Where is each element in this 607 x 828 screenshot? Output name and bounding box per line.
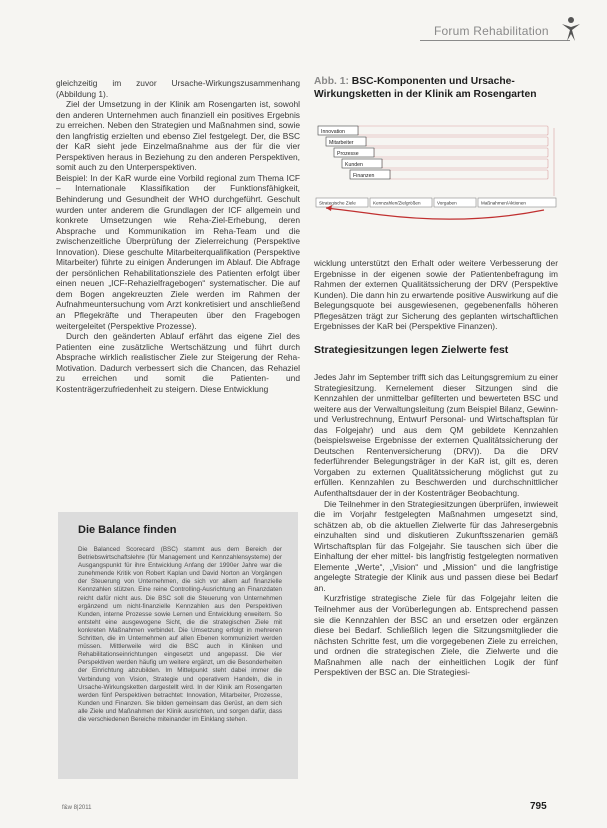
- paragraph: Jedes Jahr im September trifft sich das Leitungsgremium zu einer Strategiesitzung. Kernelement dieser Sitzungen sind die Kennzahlen der unmittelbar gefilterten und bewerteten BSC und weitere aus der Verwaltungsleitung (zum Beispiel Bilanz, Gewinn- und Verlustrechnung, Entwurf Personal- und Wirtschaftsplan für das Folgejahr) und aus dem QM gebildete Kennzahlen (beispielsweise Ergebnisse der externen Qualitätssicherung der Deutschen Rentenversicherung (DRV)). Da die DRV federführender Belegungsträger in der KaR ist, gilt es, deren Vorgaben zu externen Qualitätssicherung möglichst gut zu erfüllen. Kennzahlen zu Beschwerden und durchschnittlicher Aufenthaltsdauer der in der Kostenträger Beobachtung.: [314, 372, 558, 499]
- right-column-bottom: [314, 372, 558, 678]
- component-label: Kennzahlen/Zielgrößen: [373, 200, 421, 206]
- header-rule: [420, 40, 570, 41]
- paragraph: Durch den geänderten Ablauf erfährt das eigene Ziel des Patienten eine zusätzliche Wertschätzung und führt durch Absprache wirklich realistischer Ziele zur Steigerung der Reha-Motivation. Dadurch verbessert sich die Chancen, das Rehaziel zu erreichen und somit die Patienten- und Kostenträgerzufriedenheit zu steigern. Diese Entwicklung: [56, 331, 300, 394]
- section-title: Forum Rehabilitation: [434, 24, 549, 38]
- paragraph: Kurzfristige strategische Ziele für das Folgejahr leiten die Teilnehmer aus der Vorüberlegungen ab. Entsprechend passen sie die Kennzahlen der BSC an und ersetzen oder ergänzen diese bei Bedarf. Schließlich legen die Sitzungsmitglieder die nächsten Schritte fest, um die vorgegebenen Ziele zu erreichen, und ordnen die strategischen Ziele, die Zielwerte und die Maßnahmen alle nach der einheitlichen Logik der fünf Perspektiven der BSC an. Die Strategiesi-: [314, 593, 558, 678]
- component-label: Maßnahmen/Aktionen: [481, 200, 526, 206]
- perspective-label: Innovation: [321, 128, 345, 135]
- perspective-label: Finanzen: [353, 172, 375, 179]
- paragraph: Die Teilnehmer in den Strategiesitzungen überprüfen, inwieweit die im Vorjahr festgelegten Maßnahmen umgesetzt sind, schätzen ab, ob die aktuellen Zielwerte für das Jahresergebnis einzuhalten sind und diskutieren Zukunftsszenarien gemäß Wirtschaftsplan für das Folgejahr. Sie tauschen sich über die Einhaltung der eher mittel- bis langfristig festgelegten normativen Elemente „Werte“, „Vision“ und „Mission“ und die langfristige angelegte Strategie der Klinik aus und passen diese bei Bedarf an.: [314, 498, 559, 593]
- page-header: [0, 0, 607, 60]
- component-label: Vorgaben: [437, 200, 457, 206]
- paragraph: Beispiel: In der KaR wurde eine Vorbild regional zum Thema ICF – Internationale Klassifikation der Funktionsfähigkeit, Behinderung und Gesundheit der WHO durchgeführt. Geschult wurden unter anderem die Grundlagen der ICF allgemein und konkrete Umsetzungen wie Reha-Ziel-Erhebung, deren Absprache und Kommunikation im Reha-Team und die zwischenzeitliche Überprüfung der Zielerreichung (Perspektive Innovation). Diese geschulte Mitarbeiterqualifikation (Perspektive Mitarbeiter) führte zu einigen Änderungen im Ablauf. Die Abfrage der persönlichen Rehabilitationsziele des Patienten erfolgt über einen neuen „ICF-Rehazielfragebogen“ systematischer. Die auf dem Bogen angekreuzten Ziele werden im Rahmen der Aufnahmeuntersuchung vom Arzt konkretisiert und anschließend an Pflegekräfte und Therapeuten über den Fragebogen weitergeleitet (Perspektive Prozesse).: [56, 172, 300, 331]
- footer-issue: f&w 8|2011: [62, 805, 92, 811]
- figure-label: Abb. 1:: [314, 76, 349, 87]
- info-box: [58, 512, 298, 779]
- info-box-text: Die Balanced Scorecard (BSC) stammt aus dem Bereich der Betriebswirtschaftslehre (für Management und Kennzahlensysteme) der Ausgangspunkt für ihre Entwicklung Anfang der 1990er Jahre war die zunehmende Kritik von Robert Kaplan und David Norton an Vorgängen der Steuerung von Unternehmen, die sich vor allem auf finanzielle Kennzahlen stützen. Eine reine Controlling-Ausrichtung an Finanzdaten reicht dafür nicht aus. Die BSC soll die Steuerung von Unternehmen ergänzend um nicht-finanzielle Kennzahlen aus den Perspektiven Kunden, interne Prozesse sowie Lernen und Entwicklung erweitern. So entsteht eine ausgewogene Sicht, die die strategischen Ziele mit konkreten Maßnahmen verbindet. Die Umsetzung erfolgt in mehreren Schritten, die im Unternehmen auf allen Ebenen kommuniziert werden müssen. Mittlerweile wird die BSC auch in Kliniken und Rehabilitationseinrichtungen eingesetzt und angepasst. Die vier Perspektiven werden häufig um weitere ergänzt, um die Besonderheiten der Einrichtung abzubilden. Im Mittelpunkt steht dabei immer die Verbindung von Vision, Strategie und operativem Handeln, die in Ursache-Wirkungsketten dargestellt wird. In der Klinik am Rosengarten werden fünf Perspektiven betrachtet: Innovation, Mitarbeiter, Prozesse, Kunden und Finanzen. Sie bilden gemeinsam das Gerüst, an dem sich alle Ziele und Maßnahmen der Klinik ausrichten, und sorgen dafür, dass die verschiedenen Bereiche miteinander im Einklang stehen.: [78, 546, 282, 723]
- figure-icon: [560, 16, 582, 42]
- right-column-top: [314, 258, 558, 332]
- bsc-diagram: [314, 118, 564, 228]
- cycle-arrow: [326, 208, 544, 219]
- info-box-title: Die Balance finden: [78, 524, 177, 536]
- figure-caption: [314, 76, 564, 101]
- paragraph: Ziel der Umsetzung in der Klinik am Rosengarten ist, sowohl den anderen Unternehmen auch finanziell ein positives Ergebnis zu erreichen. Neben den Strategien und Maßnahmen sind, sowie den langfristig erzielten und ebenso Ziel festgelegt. Der, die BSC der KaR sieht jede Einzelmaßnahme aus der für die vier Perspektiven heraus in Beziehung zu den anderen Perspektiven, somit auch zu den Unterperspektiven.: [56, 99, 300, 173]
- left-column: [56, 78, 300, 394]
- section-heading: Strategiesitzungen legen Zielwerte fest: [314, 344, 509, 356]
- component-label: Strategische Ziele: [319, 200, 356, 206]
- paragraph: wicklung unterstützt den Erhalt oder weitere Verbesserung der Ergebnisse in der eigenen sowie der Patientenbefragung im Rahmen der externen Qualitätssicherung der DRV (Perspektive Kunden). Die dann hin zu erwartende positive Auswirkung auf die Belegungsquote bei ausgewiesenen, gegebenenfalls höheren Pflegesätzen trägt zur Sicherung des geplanten wirtschaftlichen Ergebnisses der KaR bei (Perspektive Finanzen).: [314, 258, 558, 332]
- page-number: 795: [530, 801, 547, 812]
- perspective-label: Kunden: [345, 161, 363, 168]
- figure-title: BSC-Komponenten und Ursache-Wirkungsketten in der Klinik am Rosengarten: [314, 76, 537, 100]
- perspective-label: Prozesse: [337, 150, 359, 157]
- paragraph: gleichzeitig im zuvor Ursache-Wirkungszusammenhang (Abbildung 1).: [56, 78, 300, 99]
- perspective-label: Mitarbeiter: [329, 139, 354, 146]
